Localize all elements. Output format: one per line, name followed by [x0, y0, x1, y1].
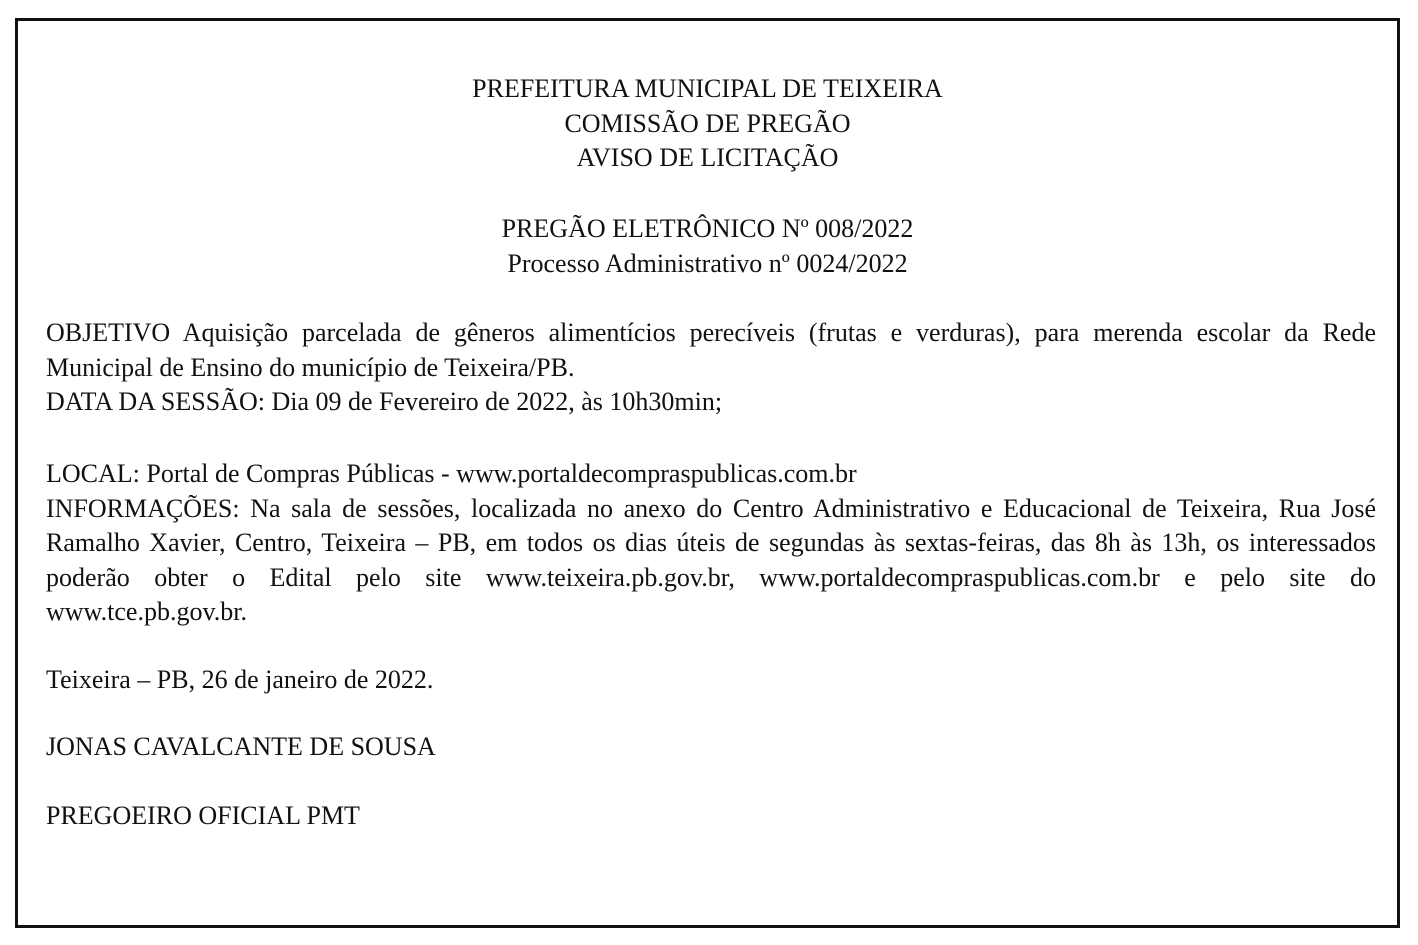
location-paragraph: LOCAL: Portal de Compras Públicas - www.portaldecompraspublicas.com.br — [46, 459, 857, 488]
date-place-text: Teixeira – PB, 26 de janeiro de 2022. — [46, 665, 434, 694]
header-notice-title: AVISO DE LICITAÇÃO — [576, 143, 839, 172]
header-commission: COMISSÃO DE PREGÃO — [564, 108, 851, 138]
header-municipality: PREFEITURA MUNICIPAL DE TEIXEIRA — [472, 74, 943, 103]
process-number: Processo Administrativo nº 0024/2022 — [507, 248, 908, 278]
pregao-block — [18, 212, 1397, 281]
pregao-number: PREGÃO ELETRÔNICO Nº 008/2022 — [501, 214, 914, 243]
signatory-name-block — [46, 730, 1376, 765]
signatory-title: PREGOEIRO OFICIAL PMT — [46, 801, 360, 830]
signatory-title-block — [46, 799, 1376, 834]
notice-header — [18, 72, 1397, 176]
date-place — [46, 663, 1376, 698]
signatory-name: JONAS CAVALCANTE DE SOUSA — [46, 732, 436, 761]
information-paragraph: INFORMAÇÕES: Na sala de sessões, localizada no anexo do Centro Administrativo e Educacional de Teixeira, Rua José Ramalho Xavier, Centro, Teixeira – PB, em todos os dias úteis de segundas às sextas-feiras, das 8h às 13h, os interessados poderão obter o Edital pelo site www.teixeira.pb.gov.br, www.portaldecompraspublicas.com.br e pelo site do www.tce.pb.gov.br. — [46, 493, 1376, 626]
objective-paragraph: OBJETIVO Aquisição parcelada de gêneros alimentícios perecíveis (frutas e verduras), para merenda escolar da Rede Municipal de Ensino do município de Teixeira/PB. — [46, 318, 1376, 382]
session-date: DATA DA SESSÃO: Dia 09 de Fevereiro de 2022, às 10h30min; — [46, 387, 723, 416]
notice-frame — [15, 18, 1400, 928]
info-block — [46, 457, 1376, 630]
objective-block — [46, 316, 1376, 420]
